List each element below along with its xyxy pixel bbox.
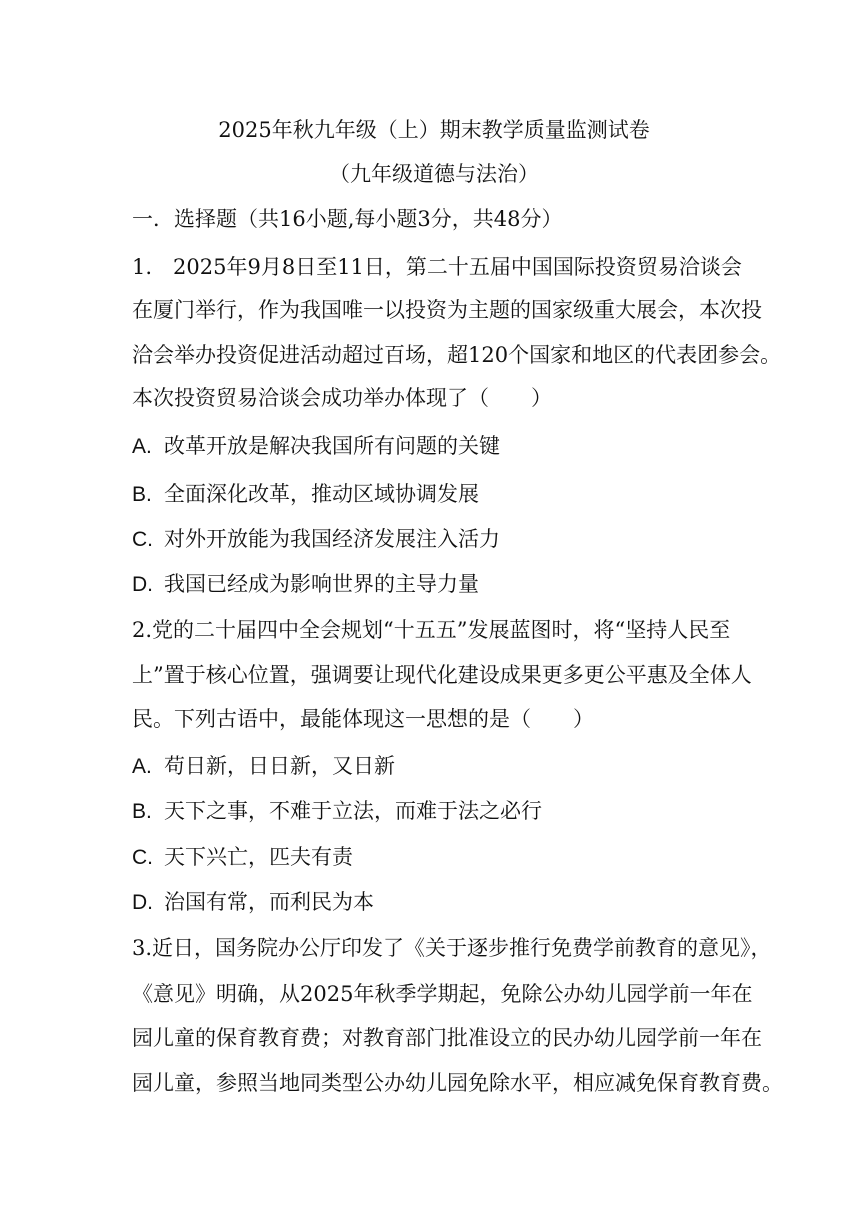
section-heading: 一．选择题（共16小题,每小题3分，共48分） (132, 207, 563, 231)
question-2-option-c (132, 843, 353, 872)
option-letter: C. (132, 846, 153, 869)
exam-subtitle: （九年级道德与法治） (329, 162, 539, 186)
option-letter: D. (132, 891, 153, 914)
exam-title: 2025年秋九年级（上）期末教学质量监测试卷 (218, 118, 650, 142)
option-letter: B. (132, 800, 152, 823)
question-1-line-2: 在厦门举行，作为我国唯一以投资为主题的国家级重大展会，本次投 (132, 298, 762, 322)
option-text: 对外开放能为我国经济发展注入活力 (164, 527, 500, 551)
question-1-option-b (132, 480, 479, 509)
question-1-option-d (132, 570, 479, 599)
option-text: 天下之事，不难于立法，而难于法之必行 (164, 799, 542, 823)
question-3-line-1: 3.近日，国务院办公厅印发了《关于逐步推行免费学前教育的意见》， (132, 936, 772, 960)
option-text: 全面深化改革，推动区域协调发展 (164, 482, 479, 506)
option-text: 天下兴亡，匹夫有责 (164, 845, 353, 869)
question-1-line-3: 洽会举办投资促进活动超过百场，超120个国家和地区的代表团参会。 (132, 343, 782, 367)
question-1-line-1: 1. 2025年9月8日至11日，第二十五届中国国际投资贸易洽谈会 (132, 255, 742, 279)
option-letter: A. (132, 435, 152, 458)
question-2-option-a (132, 752, 395, 781)
question-3-line-4: 园儿童，参照当地同类型公办幼儿园免除水平，相应减免保育教育费。 (132, 1071, 783, 1095)
question-3-line-3: 园儿童的保育教育费；对教育部门批准设立的民办幼儿园学前一年在 (132, 1026, 762, 1050)
option-letter: C. (132, 528, 153, 551)
question-2-line-1: 2.党的二十届四中全会规划“十五五”发展蓝图时，将“坚持人民至 (132, 618, 731, 642)
option-text: 我国已经成为影响世界的主导力量 (164, 572, 479, 596)
question-3-line-2: 《意见》明确，从2025年秋季学期起，免除公办幼儿园学前一年在 (132, 982, 753, 1006)
option-text: 苟日新，日日新，又日新 (164, 754, 395, 778)
question-1-option-a (132, 432, 500, 461)
question-2-option-b (132, 797, 542, 826)
question-1-option-c (132, 525, 500, 554)
question-2-line-3: 民。下列古语中，最能体现这一思想的是（ ） (132, 707, 594, 731)
option-letter: B. (132, 483, 152, 506)
option-letter: D. (132, 573, 153, 596)
question-1-line-4: 本次投资贸易洽谈会成功举办体现了（ ） (132, 386, 552, 410)
option-letter: A. (132, 755, 152, 778)
option-text: 改革开放是解决我国所有问题的关键 (164, 434, 500, 458)
option-text: 治国有常，而利民为本 (164, 890, 374, 914)
question-2-line-2: 上”置于核心位置，强调要让现代化建设成果更多更公平惠及全体人 (132, 663, 752, 687)
question-2-option-d (132, 888, 374, 917)
